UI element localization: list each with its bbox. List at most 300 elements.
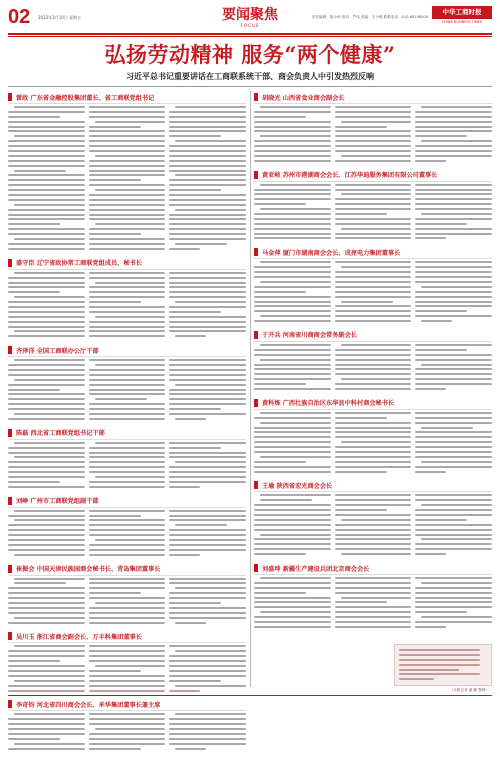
text-line	[14, 272, 85, 274]
text-column	[169, 713, 246, 752]
text-line	[89, 296, 166, 298]
text-line	[175, 418, 206, 420]
text-line	[415, 601, 492, 603]
text-line	[14, 456, 85, 458]
text-line	[89, 111, 166, 113]
speaker-marker	[254, 481, 258, 489]
speaker-name: 齐泽洋 全国工商联办公厅干部	[16, 347, 99, 355]
text-line	[8, 228, 85, 230]
text-line	[169, 170, 246, 172]
text-line	[415, 446, 492, 448]
text-line	[89, 184, 166, 186]
text-line	[254, 446, 331, 448]
speaker-marker	[8, 632, 12, 640]
text-column	[415, 106, 492, 165]
text-line	[89, 384, 166, 386]
text-line	[254, 150, 331, 152]
text-line	[260, 208, 331, 210]
speaker-name: 李奇钧 河北省四川商会会长、米华集团董事长兼主席	[16, 701, 161, 709]
text-column	[169, 645, 246, 694]
text-line	[415, 553, 446, 555]
text-line	[169, 194, 246, 196]
text-line	[415, 524, 492, 526]
text-line	[254, 626, 331, 628]
text-line	[335, 494, 412, 496]
text-line	[254, 301, 331, 303]
text-line	[335, 524, 412, 526]
speaker-header	[254, 169, 492, 182]
text-line	[169, 529, 246, 531]
text-line	[169, 539, 246, 541]
speaker-header	[254, 479, 492, 492]
text-column	[415, 261, 492, 325]
masthead-rule	[8, 33, 492, 35]
text-line	[95, 316, 166, 318]
date-line: 2023年3月10日 星期五	[38, 15, 82, 20]
text-line	[8, 311, 85, 313]
text-line	[254, 388, 331, 390]
text-line	[335, 184, 412, 186]
text-line	[14, 680, 85, 682]
text-line	[335, 208, 412, 210]
text-line	[335, 116, 412, 118]
text-line	[415, 592, 492, 594]
text-line	[254, 529, 331, 531]
text-line	[8, 718, 85, 720]
text-column	[8, 510, 85, 559]
text-line	[89, 519, 166, 521]
text-line	[335, 160, 412, 162]
speaker-marker	[8, 346, 12, 354]
text-column	[169, 442, 246, 491]
text-line	[415, 218, 492, 220]
text-line	[169, 645, 246, 647]
text-line	[89, 369, 166, 371]
text-line	[169, 311, 221, 313]
text-line	[89, 748, 141, 750]
text-line	[335, 504, 412, 506]
text-line	[415, 514, 492, 516]
speaker-name: 雷政 广东省金融控股集团董长、省工商联党组书记	[16, 94, 155, 102]
text-line	[89, 723, 166, 725]
text-line	[89, 690, 166, 692]
text-line	[89, 534, 166, 536]
text-line	[254, 616, 331, 618]
text-line	[8, 486, 85, 488]
text-line	[8, 321, 85, 323]
text-line	[335, 543, 412, 545]
text-line	[8, 277, 85, 279]
text-line	[89, 199, 166, 201]
article	[8, 427, 246, 491]
text-column	[89, 578, 166, 627]
text-line	[341, 378, 412, 380]
text-line	[8, 461, 85, 463]
text-line	[421, 427, 473, 429]
text-line	[260, 261, 331, 263]
speaker-marker	[254, 331, 258, 339]
text-line	[169, 660, 246, 662]
text-line	[8, 393, 85, 395]
text-line	[335, 388, 412, 390]
text-line	[8, 174, 85, 176]
text-line	[415, 237, 446, 239]
text-line	[8, 597, 85, 599]
text-line	[8, 723, 85, 725]
footer-rule	[8, 695, 492, 696]
text-column	[8, 578, 85, 627]
text-line	[89, 214, 166, 216]
text-column	[8, 272, 85, 340]
text-line	[169, 554, 200, 556]
text-line	[335, 587, 412, 589]
text-line	[335, 203, 412, 205]
text-line	[8, 282, 85, 284]
text-line	[415, 291, 492, 293]
text-line	[254, 145, 331, 147]
text-line	[335, 548, 412, 550]
text-line	[415, 305, 492, 307]
text-line	[169, 359, 246, 361]
speaker-marker	[8, 497, 12, 505]
text-line	[8, 194, 85, 196]
text-line	[169, 597, 246, 599]
text-line	[254, 305, 331, 307]
text-line	[169, 379, 246, 381]
text-line	[335, 436, 412, 438]
text-column	[335, 577, 412, 631]
text-line	[415, 223, 467, 225]
text-line	[175, 622, 206, 624]
text-line	[254, 198, 331, 200]
text-line	[169, 733, 246, 735]
text-line	[8, 116, 60, 118]
text-line	[89, 130, 166, 132]
text-line	[415, 422, 492, 424]
text-line	[8, 587, 85, 589]
text-line	[260, 184, 331, 186]
text-line	[335, 368, 412, 370]
text-line	[169, 718, 246, 720]
text-line	[415, 577, 492, 579]
text-line	[415, 189, 492, 191]
text-line	[341, 441, 412, 443]
text-line	[341, 155, 412, 157]
text-line	[169, 398, 246, 400]
text-line	[415, 359, 492, 361]
text-line	[89, 238, 166, 240]
text-line	[415, 412, 492, 414]
text-line	[89, 486, 166, 488]
text-line	[421, 504, 492, 506]
speaker-header	[254, 246, 492, 259]
text-line	[169, 160, 246, 162]
text-line	[89, 301, 141, 303]
text-line	[169, 374, 246, 376]
text-line	[8, 316, 85, 318]
text-line	[260, 611, 331, 613]
text-line	[254, 582, 331, 584]
text-line	[175, 384, 246, 386]
text-line	[335, 514, 412, 516]
text-line	[169, 130, 246, 132]
text-line	[254, 368, 331, 370]
text-line	[175, 335, 206, 337]
speaker-header	[254, 397, 492, 410]
text-line	[169, 189, 221, 191]
text-line	[169, 510, 246, 512]
right-column	[254, 91, 492, 635]
text-line	[89, 165, 166, 167]
text-line	[89, 116, 166, 118]
text-line	[95, 442, 166, 444]
text-line	[8, 179, 85, 181]
text-line	[8, 155, 85, 157]
text-line	[335, 417, 387, 419]
text-line	[8, 733, 85, 735]
text-line	[169, 291, 246, 293]
text-line	[8, 140, 85, 142]
speaker-name: 于开兵 河南省川商商会常务副会长	[262, 332, 357, 340]
text-column	[8, 645, 85, 694]
article-body	[8, 272, 246, 340]
text-line	[89, 311, 166, 313]
text-line	[89, 359, 166, 361]
text-line	[8, 408, 85, 410]
text-line	[169, 272, 246, 274]
note-credit: （本报记者 谢 鹏 整理）	[449, 688, 489, 692]
text-column	[169, 106, 246, 253]
text-column	[254, 412, 331, 476]
text-line	[8, 306, 85, 308]
text-line	[8, 111, 85, 113]
text-line	[89, 135, 166, 137]
text-line	[89, 743, 166, 745]
text-line	[8, 418, 85, 420]
text-line	[175, 587, 246, 589]
text-line	[335, 529, 412, 531]
text-line	[175, 243, 227, 245]
speaker-name: 崔振会 中国天津民族园商会秘书长、青岛集团董事长	[16, 566, 161, 574]
text-line	[254, 193, 331, 195]
text-line	[89, 578, 166, 580]
text-line	[89, 544, 166, 546]
text-line	[8, 529, 85, 531]
text-line	[8, 466, 85, 468]
text-line	[254, 548, 331, 550]
text-line	[14, 554, 85, 556]
text-line	[169, 471, 246, 473]
text-line	[8, 189, 85, 191]
text-line	[169, 184, 246, 186]
text-line	[14, 743, 85, 745]
speaker-marker	[8, 700, 12, 708]
text-line	[415, 436, 492, 438]
speaker-marker	[8, 565, 12, 573]
text-line	[89, 150, 166, 152]
text-line	[8, 286, 85, 288]
text-line	[341, 193, 412, 195]
text-line	[254, 121, 331, 123]
text-line	[415, 233, 492, 235]
column-divider	[250, 91, 251, 687]
text-line	[335, 466, 412, 468]
text-line	[14, 359, 85, 361]
paper-logo: 中华工商时报	[432, 6, 492, 19]
text-line	[8, 121, 85, 123]
text-line	[260, 422, 331, 424]
text-line	[14, 379, 85, 381]
text-line	[335, 606, 412, 608]
text-line	[89, 471, 166, 473]
text-column	[335, 412, 412, 476]
text-line	[169, 165, 246, 167]
article	[254, 329, 492, 393]
text-line	[335, 349, 412, 351]
article-body	[254, 494, 492, 558]
text-line	[89, 582, 166, 584]
text-line	[14, 296, 85, 298]
text-line	[341, 597, 412, 599]
text-line	[254, 213, 331, 215]
text-line	[8, 291, 60, 293]
text-line	[335, 412, 412, 414]
text-line	[254, 116, 306, 118]
text-line	[89, 233, 141, 235]
text-line	[14, 645, 85, 647]
text-line	[341, 519, 412, 521]
text-line	[95, 398, 147, 400]
text-line	[335, 315, 412, 317]
section-title-en: FOCUS	[240, 23, 260, 28]
speaker-name: 刘峥 广州市工商联党组副干部	[16, 498, 99, 506]
speaker-marker	[8, 259, 12, 267]
text-line	[260, 281, 331, 283]
text-line	[8, 326, 85, 328]
text-line	[335, 446, 412, 448]
text-column	[254, 344, 331, 393]
text-line	[169, 238, 246, 240]
text-line	[260, 499, 312, 501]
text-line	[254, 228, 331, 230]
speaker-header	[8, 427, 246, 440]
text-line	[260, 456, 331, 458]
article	[8, 257, 246, 340]
text-line	[89, 393, 166, 395]
text-line	[8, 160, 85, 162]
text-line	[8, 607, 85, 609]
text-line	[335, 291, 412, 293]
text-line	[89, 650, 166, 652]
article	[254, 91, 492, 165]
text-line	[254, 189, 331, 191]
text-line	[335, 616, 412, 618]
text-line	[8, 369, 85, 371]
text-line	[415, 135, 467, 137]
text-line	[89, 408, 166, 410]
text-line	[415, 276, 492, 278]
text-line	[89, 140, 166, 142]
text-line	[415, 310, 467, 312]
text-line	[341, 228, 412, 230]
text-line	[415, 431, 492, 433]
text-line	[415, 150, 492, 152]
text-line	[14, 170, 66, 172]
text-line	[95, 189, 166, 191]
text-line	[415, 354, 492, 356]
article	[254, 169, 492, 243]
text-line	[89, 713, 166, 715]
text-line	[341, 266, 412, 268]
text-line	[89, 670, 141, 672]
text-line	[175, 461, 246, 463]
text-line	[89, 194, 166, 196]
text-line	[415, 529, 492, 531]
speaker-marker	[254, 171, 258, 179]
text-line	[169, 617, 246, 619]
text-line	[421, 616, 492, 618]
text-line	[169, 481, 246, 483]
text-line	[169, 228, 246, 230]
speaker-name: 吴川玉 浙江省商会副会长、万丰科集团董事长	[16, 633, 142, 641]
text-line	[415, 417, 492, 419]
text-line	[415, 534, 492, 536]
speaker-name: 陈磊 西北省工商联党组书记干部	[16, 430, 105, 438]
text-line	[415, 388, 446, 390]
text-line	[89, 306, 166, 308]
text-line	[89, 228, 166, 230]
text-line	[335, 261, 412, 263]
text-line	[254, 383, 306, 385]
text-line	[89, 204, 166, 206]
text-line	[8, 690, 85, 692]
text-line	[169, 223, 246, 225]
text-line	[89, 174, 166, 176]
text-line	[415, 378, 492, 380]
text-line	[8, 130, 85, 132]
text-column	[415, 577, 492, 631]
text-line	[335, 296, 412, 298]
text-column	[335, 261, 412, 325]
text-line	[8, 728, 85, 730]
text-line	[169, 515, 246, 517]
text-line	[8, 665, 85, 667]
text-line	[415, 184, 492, 186]
text-line	[89, 243, 166, 245]
article-body	[8, 713, 246, 752]
text-line	[169, 534, 246, 536]
text-line	[335, 364, 412, 366]
text-column	[415, 412, 492, 476]
text-line	[254, 276, 331, 278]
page-number: 02	[8, 6, 31, 28]
text-line	[8, 248, 85, 250]
text-line	[89, 126, 141, 128]
masthead-rule-thin	[8, 36, 492, 37]
speaker-name: 刘盛坤 新疆生产建设兵团北京商会会长	[262, 565, 370, 573]
text-line	[415, 116, 492, 118]
text-line	[169, 126, 246, 128]
text-line	[95, 665, 166, 667]
speaker-name: 黄科炼 广西壮族自治区东华县中科村商会秘书长	[262, 400, 395, 408]
text-line	[8, 214, 85, 216]
text-line	[169, 607, 246, 609]
text-line	[95, 155, 166, 157]
text-line	[8, 126, 85, 128]
text-line	[169, 286, 246, 288]
text-line	[169, 743, 246, 745]
text-line	[169, 456, 246, 458]
